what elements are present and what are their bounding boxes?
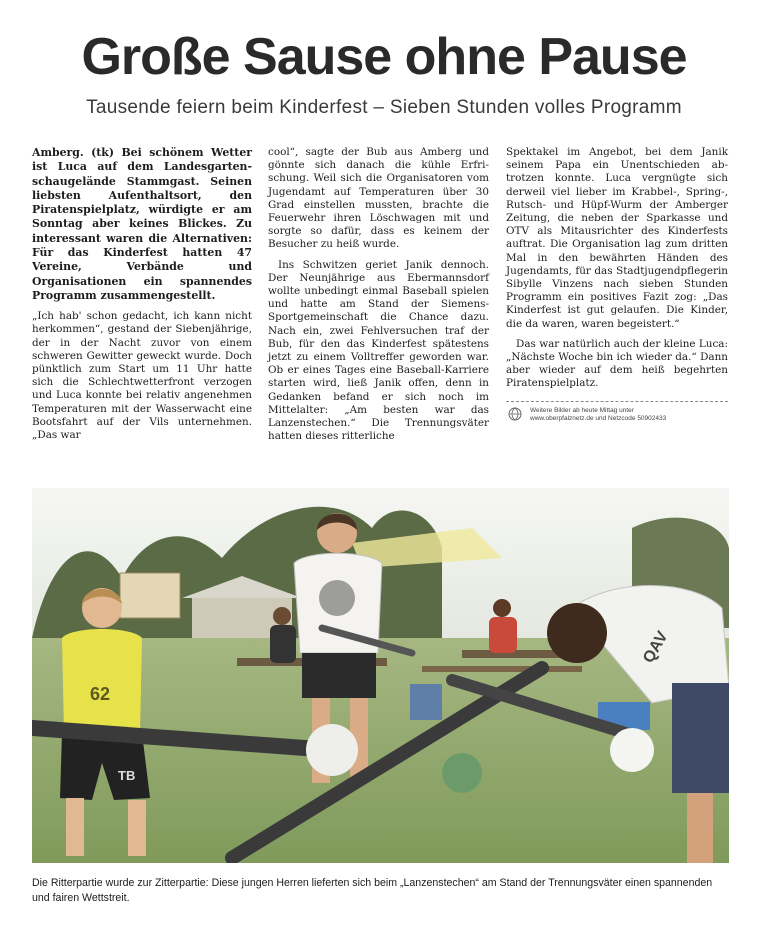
headline: Große Sause ohne Pause (81, 28, 687, 86)
article-column-2 (268, 146, 489, 450)
article-column-3 (506, 146, 728, 423)
photo-illustration (32, 488, 729, 863)
shirt-number: 62 (90, 684, 111, 704)
boy-right-shorts (672, 683, 729, 793)
spectator-head (493, 599, 511, 617)
cooler-box (410, 684, 442, 720)
boy-centre-shorts (302, 653, 376, 698)
shorts-print: TB (118, 768, 136, 783)
boy-right-leg (687, 793, 713, 863)
lance-pad (442, 753, 482, 793)
lance-pad (610, 728, 654, 772)
body-paragraph: cool“, sagte der Bub aus Amberg und gönnte sich danach die kühle Erfrischung. Weil sich die Organisatoren vom Jugendamt auf Temperaturen über 30 Grad einstellen mussten, brachte die Feuerwehr ihren Löschwagen mit und sorgte so dafür, dass es keinem der Besucher zu heiß wurde. (268, 146, 489, 251)
table (422, 666, 582, 672)
news-photo (32, 488, 729, 863)
web-reference (506, 401, 728, 423)
globe-icon (506, 407, 524, 421)
photo-caption: Die Ritterpartie wurde zur Zitterpartie: Diese jungen Herren lieferten sich beim „Lanzenstechen“ am Stand der Trennungsväter einen spannenden und fairen Wettstreit. (32, 877, 713, 904)
spectator-body (270, 625, 296, 663)
shirt-print (319, 580, 355, 616)
article-column-1 (32, 146, 252, 449)
spectator-body (489, 617, 517, 653)
caravan (120, 573, 180, 618)
boy-left-leg (66, 798, 84, 856)
boy-left-shirt (62, 629, 142, 733)
body-paragraph: Das war natürlich auch der kleine Luca: „Nächste Woche bin ich wieder da.“ Dann aber wieder auf dem heiß begehrten Piratenspielplatz. (506, 337, 728, 390)
lance-pad (306, 724, 358, 776)
shirt-print-right: QAV (640, 628, 672, 667)
subheadline: Tausende feiern beim Kinderfest – Sieben Stunden volles Programm (86, 97, 682, 118)
web-note-line-1: Weitere Bilder ab heute Mittag unter (530, 406, 634, 414)
web-note-line-2: www.oberpfalznetz.de und Netzcode 50902433 (530, 414, 667, 422)
spectator-head (273, 607, 291, 625)
body-paragraph: Ins Schwitzen geriet Janik dennoch. Der Neunjährige aus Ebermannsdorf wollte unbedingt einmal Baseball spielen und hatte am Stand der Siemens-Sportgemeinschaft die Chance dazu. Nach ein, zwei Fehlversuchen traf der Bub, für den das Kinderfest spätestens jetzt zu einem Volltreffer geworden war. Ob er eines Tages eine Baseball-Karriere starten wird, ließ Janik offen, denn in Gedanken befand er sich noch im Mittelalter: „Am besten war das Lanzenstechen.“ Die Trennungsväter hatten dieses ritterliche (268, 258, 489, 443)
boy-left-leg (128, 800, 146, 856)
body-paragraph: „Ich hab' schon gedacht, ich kann nicht herkommen“, gestand der Siebenjährige, der in der Nacht zuvor von einem schweren Gewitter geweckt wurde. Doch pünktlich zum Start um 11 Uhr hatte sich die Schlechtwetterfront verzogen und Luca konnte bei relativ angenehmen Temperaturen mit der Wasserwacht eine Bootsfahrt auf der Vils unternehmen. „Das war (32, 310, 252, 442)
boy-right-head (547, 603, 607, 663)
body-paragraph: Spektakel im Angebot, bei dem Janik seinem Papa ein Unentschieden abtrotzen konnte. Luca vergnügte sich derweil viel lieber im Krabbel-, Spring-, Rutsch- und Hüpf-Wurm der Amberger Zeitung, die neben der Sparkasse und OTV als Mitausrichter des Kinderfests auftrat. Die Organisation lag zum dritten Mal in den bewährten Händen des Jugendamts, für das Stadtjugendpflegerin Sibylle Vinzens nach sieben Stunden Programm ein positives Fazit zog: „Das Kinderfest ist gut gelaufen. Die Kinder, die da waren, waren begeistert.“ (506, 146, 728, 330)
lead-paragraph: Amberg. (tk) Bei schönem Wetter ist Luca auf dem Landesgartenschaugelände Stammgast. Seinen liebsten Aufenthaltsort, den Piratenspielplatz, würdigte er am Sonntag aber keines Blickes. Zu interessant waren die Alternativen: Für das Kinderfest hatten 47 Vereine, Verbände und Organisationen ein spannendes Programm zusammengestellt. (32, 146, 252, 302)
